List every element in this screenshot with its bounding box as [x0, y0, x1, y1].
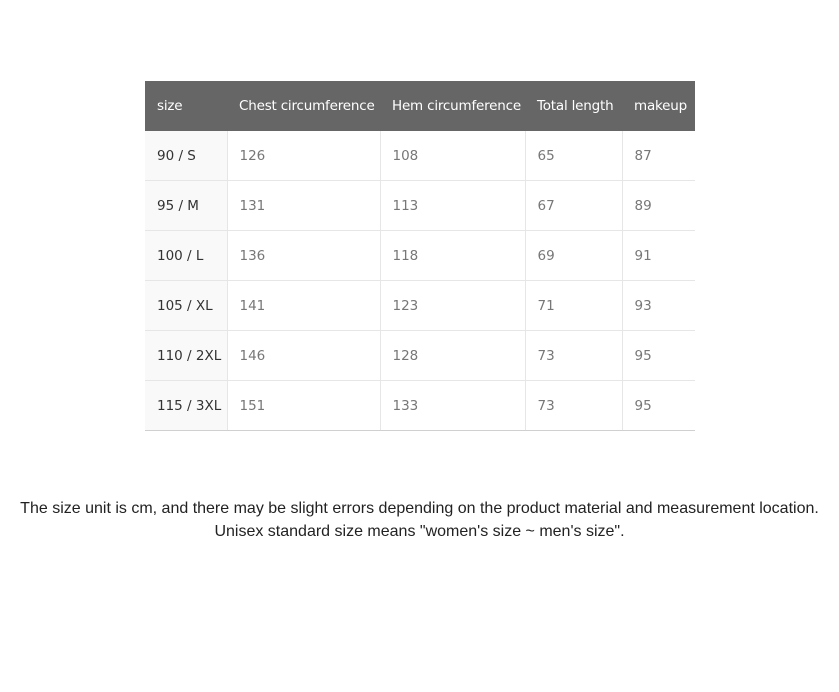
length-cell: 67	[525, 181, 622, 231]
chest-cell: 151	[227, 381, 380, 431]
size-chart-header	[145, 81, 695, 131]
size-note-line-2: Unisex standard size means "women's size ~ men's size".	[214, 523, 625, 540]
table-row	[145, 181, 695, 231]
length-cell: 69	[525, 231, 622, 281]
table-row	[145, 231, 695, 281]
length-cell: 65	[525, 131, 622, 181]
chest-cell: 146	[227, 331, 380, 381]
header-total-length: Total length	[525, 81, 622, 131]
makeup-cell: 91	[622, 231, 695, 281]
hem-cell: 128	[380, 331, 525, 381]
table-row	[145, 381, 695, 431]
size-cell: 90 / S	[145, 131, 227, 181]
hem-cell: 118	[380, 231, 525, 281]
size-cell: 110 / 2XL	[145, 331, 227, 381]
size-chart-table	[145, 81, 695, 431]
size-chart-body	[145, 131, 695, 431]
size-cell: 95 / M	[145, 181, 227, 231]
chest-cell: 126	[227, 131, 380, 181]
length-cell: 73	[525, 381, 622, 431]
length-cell: 71	[525, 281, 622, 331]
header-hem-circumference: Hem circumference	[380, 81, 525, 131]
header-chest-circumference: Chest circumference	[227, 81, 380, 131]
hem-cell: 133	[380, 381, 525, 431]
makeup-cell: 87	[622, 131, 695, 181]
makeup-cell: 95	[622, 381, 695, 431]
size-note-line-1: The size unit is cm, and there may be slight errors depending on the product material and measurement location.	[20, 500, 819, 517]
length-cell: 73	[525, 331, 622, 381]
chest-cell: 136	[227, 231, 380, 281]
makeup-cell: 93	[622, 281, 695, 331]
chest-cell: 141	[227, 281, 380, 331]
table-row	[145, 331, 695, 381]
chest-cell: 131	[227, 181, 380, 231]
table-row	[145, 131, 695, 181]
size-cell: 100 / L	[145, 231, 227, 281]
header-row	[145, 81, 695, 131]
hem-cell: 123	[380, 281, 525, 331]
table-row	[145, 281, 695, 331]
makeup-cell: 95	[622, 331, 695, 381]
size-note	[0, 497, 839, 543]
size-cell: 115 / 3XL	[145, 381, 227, 431]
hem-cell: 113	[380, 181, 525, 231]
hem-cell: 108	[380, 131, 525, 181]
header-makeup: makeup	[622, 81, 695, 131]
header-size: size	[145, 81, 227, 131]
makeup-cell: 89	[622, 181, 695, 231]
size-cell: 105 / XL	[145, 281, 227, 331]
